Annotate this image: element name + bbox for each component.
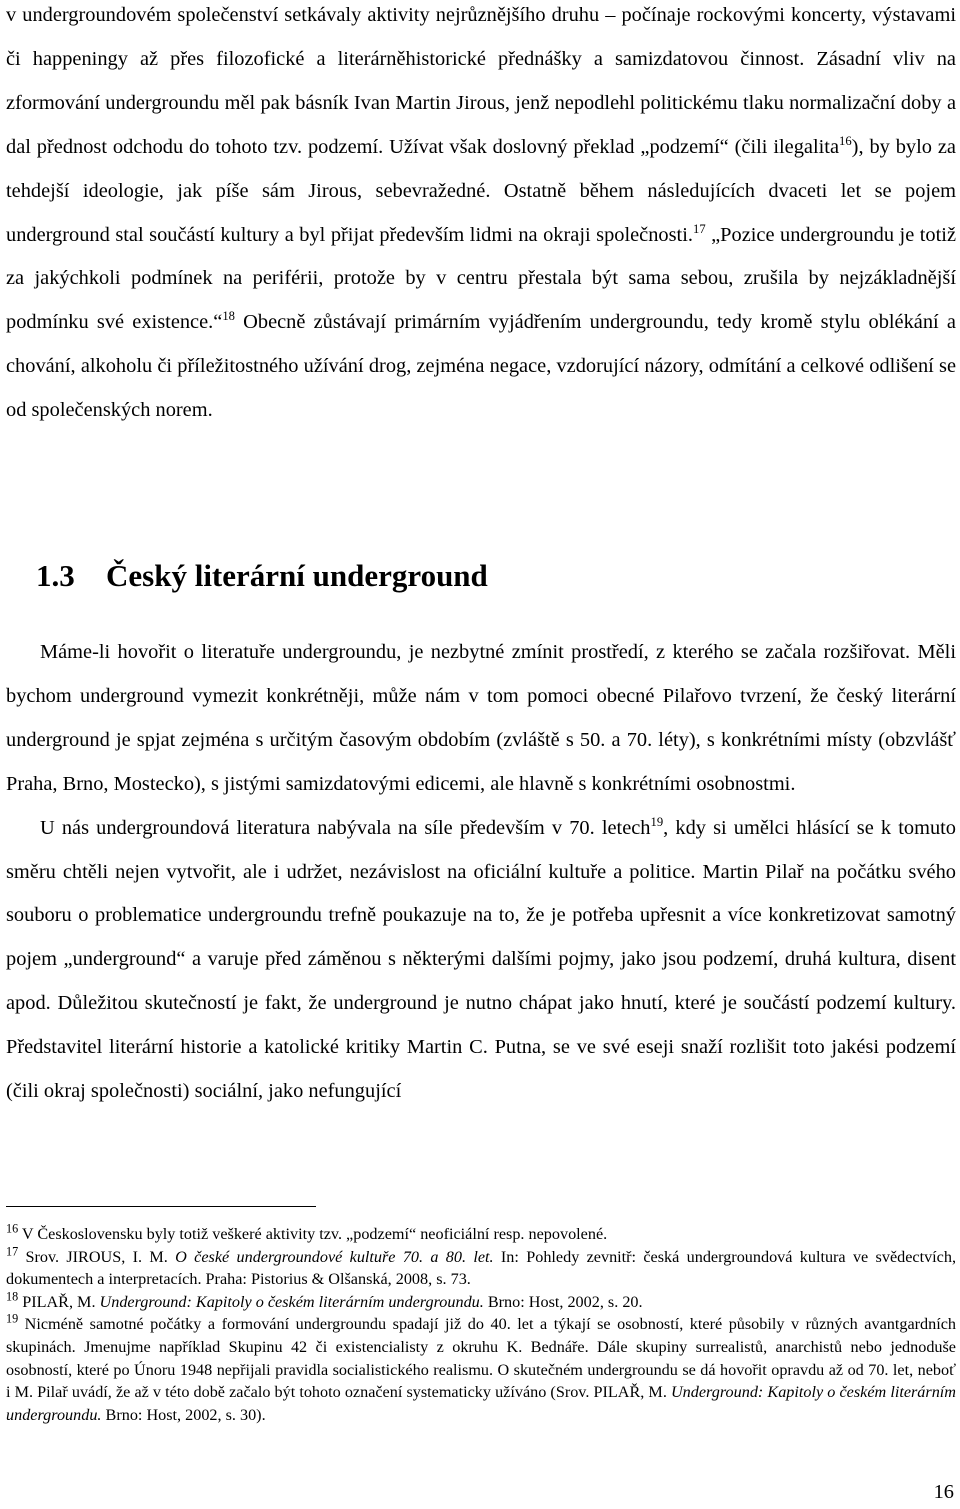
footnote-ref-18[interactable]: 18	[222, 309, 235, 324]
section-body	[6, 631, 956, 1114]
footnote-ref-17[interactable]: 17	[693, 221, 706, 236]
footnote-number: 16	[6, 1221, 19, 1236]
footnotes	[6, 1223, 956, 1426]
footnote-number: 18	[6, 1289, 19, 1304]
footnote-text: Nicméně samotné počátky a formování undergroundu spadají již do 40. let a týkají se osobností, které působily v různých avantgardních skupinách. Jmenujme například Skupinu 42 či existencialisty z okruhu K. Bednáře. Dále skupiny surrealistů, anarchistů nebo jednoduše osobností, které po Únoru 1948 nepřijali pravidla socialistického realismu. O skutečném undergroundu se dá hovořit opravdu až od 70. let, neboť i M. Pilař uvádí, že až v této době začalo být tohoto označení systematicky užíváno (Srov. PILAŘ, M.	[6, 1315, 956, 1402]
paragraph-quote: „Pozice undergroundu je totiž za jakýchkoli podmínek na periférii, protože by v centru přestala být sama sebou, zrušila by nejzákladnější podmínku své existence.“	[6, 223, 956, 334]
footnote-divider	[6, 1206, 316, 1207]
footnote-19	[6, 1313, 956, 1426]
paragraph-text: Obecně zůstávají primárním vyjádřením undergroundu, tedy kromě stylu oblékání a chování, alkoholu či příležitostného užívání drog, zejména negace, vzdorující názory, odmítání a celkové odlišení se od společenských norem.	[6, 311, 956, 422]
footnote-16	[6, 1223, 956, 1246]
footnote-text: PILAŘ, M.	[18, 1292, 100, 1311]
footnote-18	[6, 1291, 956, 1314]
footnote-source-title: Underground: Kapitoly o českém literárním undergroundu.	[6, 1383, 956, 1424]
section-number: 1.3	[36, 558, 75, 593]
footnote-source-title: Underground: Kapitoly o českém literárním undergroundu.	[99, 1292, 484, 1311]
section-title: Český literární underground	[106, 558, 488, 593]
footnote-ref-16[interactable]: 16	[839, 133, 852, 148]
footnote-text: Srov. JIROUS, I. M.	[18, 1247, 176, 1266]
page-content	[6, 0, 956, 433]
footnote-number: 19	[6, 1311, 19, 1326]
paragraph-text: U nás undergroundová literatura nabývala na síle především v 70. letech	[40, 816, 651, 839]
footnote-text: In: Pohledy zevnitř: česká undergroundová kultura ve svědectvích, dokumentech a interpretacích. Praha: Pistorius & Olšanská, 2008, s. 73.	[6, 1247, 957, 1289]
paragraph-text: , kdy si umělci hlásící se k tomuto směru chtěli nejen vytvořit, ale i udržet, nezávislost na oficiální kultuře a politice. Martin Pilař na počátku svého souboru o problematice undergroundu trefně poukazuje na to, že je potřeba upřesnit a více konkretizovat samotný pojem „underground“ a varuje před záměnou s některými dalšími pojmy, jako jsou podzemí, druhá kultura, disent apod. Důležitou skutečností je fakt, že underground je nutno chápat jako hnutí, které je součástí podzemí kultury. Představitel literární historie a katolické kritiky Martin C. Putna, se ve své eseji snaží rozlišit toto jakési podzemí (čili okraj společnosti) sociální, jako nefungující	[6, 816, 956, 1103]
paragraph-text: ), by bylo za tehdejší ideologie, jak píše sám Jirous, sebevražedné. Ostatně během následujících dvaceti let se pojem underground stal součástí kultury a byl přijat především lidmi na okraji společnosti.	[6, 135, 956, 246]
body-paragraph-underground	[6, 0, 956, 433]
footnote-text: Brno: Host, 2002, s. 30).	[101, 1405, 266, 1424]
footnote-text: Brno: Host, 2002, s. 20.	[483, 1292, 643, 1311]
page-number: 16	[933, 1481, 954, 1503]
section-heading	[36, 551, 488, 601]
paragraph-text: v undergroundovém společenství setkávaly aktivity nejrůznějšího druhu – počínaje rockovými koncerty, výstavami či happeningy až přes filozofické a literárněhistorické přednášky a samizdatovou činnost. Zásadní vliv na zformování undergroundu měl pak básník Ivan Martin Jirous, jenž nepodlehl politickému tlaku normalizační doby a dal přednost odchodu do tohoto tzv. podzemí. Užívat však doslovný překlad „podzemí“ (čili ilegalita	[6, 4, 956, 158]
footnote-number: 17	[6, 1244, 19, 1259]
body-paragraph-seventies	[6, 807, 956, 1114]
footnote-17	[6, 1246, 956, 1291]
footnote-text: V Československu byly totiž veškeré aktivity tzv. „podzemí“ neoficiální resp. nepovolené.	[18, 1225, 608, 1243]
footnote-source-title: O české undergroundové kultuře 70. a 80. let.	[175, 1247, 494, 1266]
body-paragraph-literature: Máme-li hovořit o literatuře undergroundu, je nezbytné zmínit prostředí, z kterého se začala rozšiřovat. Měli bychom underground vymezit konkrétněji, může nám v tom pomoci obecné Pilařovo tvrzení, že český literární underground je spjat zejména s určitým časovým obdobím (zvláště s 50. a 70. léty), s konkrétními místy (obzvlášť Praha, Brno, Mostecko), s jistými samizdatovými edicemi, ale hlavně s konkrétními osobnostmi.	[6, 641, 956, 795]
footnote-ref-19[interactable]: 19	[650, 814, 664, 829]
